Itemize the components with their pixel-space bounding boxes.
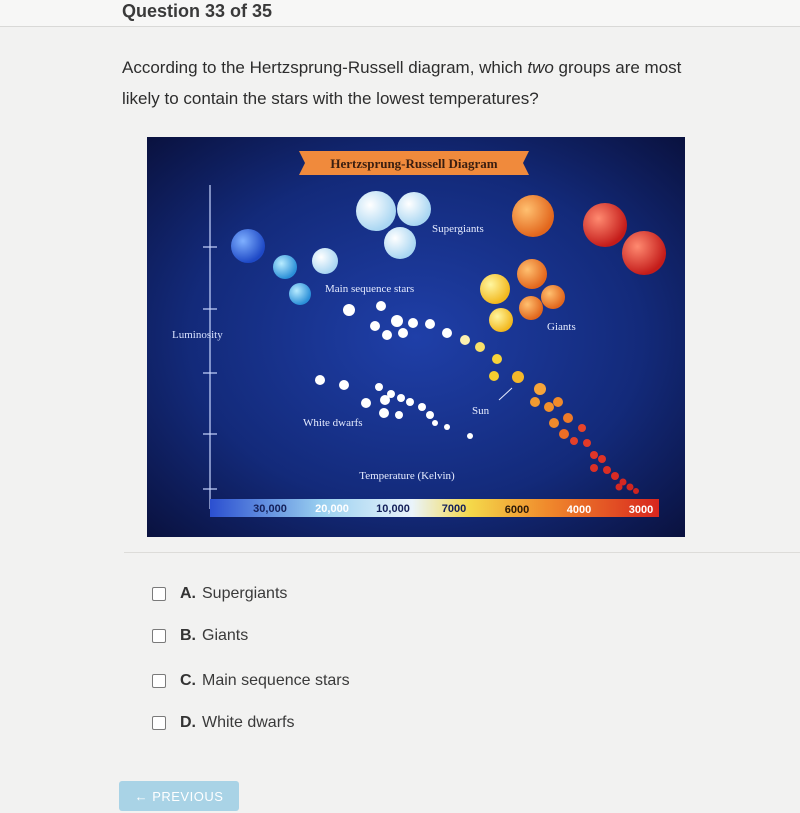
- option-b-checkbox[interactable]: [152, 629, 166, 643]
- giants-label: Giants: [547, 321, 576, 333]
- option-a-letter: A.: [180, 585, 196, 602]
- luminosity-label: Luminosity: [172, 329, 223, 341]
- option-d-letter: D.: [180, 714, 196, 731]
- temp-tick-30000: 30,000: [253, 503, 287, 515]
- question-emphasis: two: [527, 58, 554, 77]
- sun-label: Sun: [472, 405, 490, 417]
- option-d-text: White dwarfs: [202, 714, 295, 731]
- option-b-text: Giants: [202, 627, 249, 644]
- diagram-title: Hertzsprung-Russell Diagram: [330, 156, 498, 171]
- temperature-label: Temperature (Kelvin): [359, 470, 455, 482]
- supergiants-label: Supergiants: [432, 223, 484, 235]
- option-b-letter: B.: [180, 627, 196, 644]
- temp-tick-20000: 20,000: [315, 503, 349, 515]
- question-prefix: According to the Hertzsprung-Russell diagram, which: [122, 58, 528, 77]
- temp-tick-4000: 4000: [566, 504, 592, 516]
- option-d-checkbox[interactable]: [152, 716, 166, 730]
- previous-button[interactable]: ← PREVIOUS: [119, 781, 239, 811]
- option-c[interactable]: [152, 668, 350, 694]
- question-text: [122, 52, 722, 114]
- hr-diagram-svg: [147, 137, 685, 537]
- option-c-text: Main sequence stars: [202, 672, 350, 689]
- temp-tick-3000: 3000: [628, 504, 654, 516]
- question-counter: Question 33 of 35: [122, 1, 273, 21]
- temp-tick-10000: 10,000: [376, 503, 410, 515]
- option-b[interactable]: [152, 623, 248, 649]
- option-c-checkbox[interactable]: [152, 674, 166, 688]
- option-c-letter: C.: [180, 672, 196, 689]
- option-a-text: Supergiants: [202, 585, 288, 602]
- temp-tick-7000: 7000: [441, 503, 467, 515]
- top-bar: [0, 0, 800, 27]
- temp-tick-6000: 6000: [504, 504, 530, 516]
- content-divider: [124, 552, 800, 553]
- white-dwarfs-label: White dwarfs: [303, 417, 363, 429]
- main-sequence-label: Main sequence stars: [325, 283, 415, 295]
- question-suffix: groups are most likely to contain the stars with the lowest temperatures?: [122, 58, 682, 108]
- option-d[interactable]: [152, 710, 294, 736]
- option-a[interactable]: [152, 581, 287, 607]
- option-a-checkbox[interactable]: [152, 587, 166, 601]
- hr-diagram-image: [147, 137, 685, 537]
